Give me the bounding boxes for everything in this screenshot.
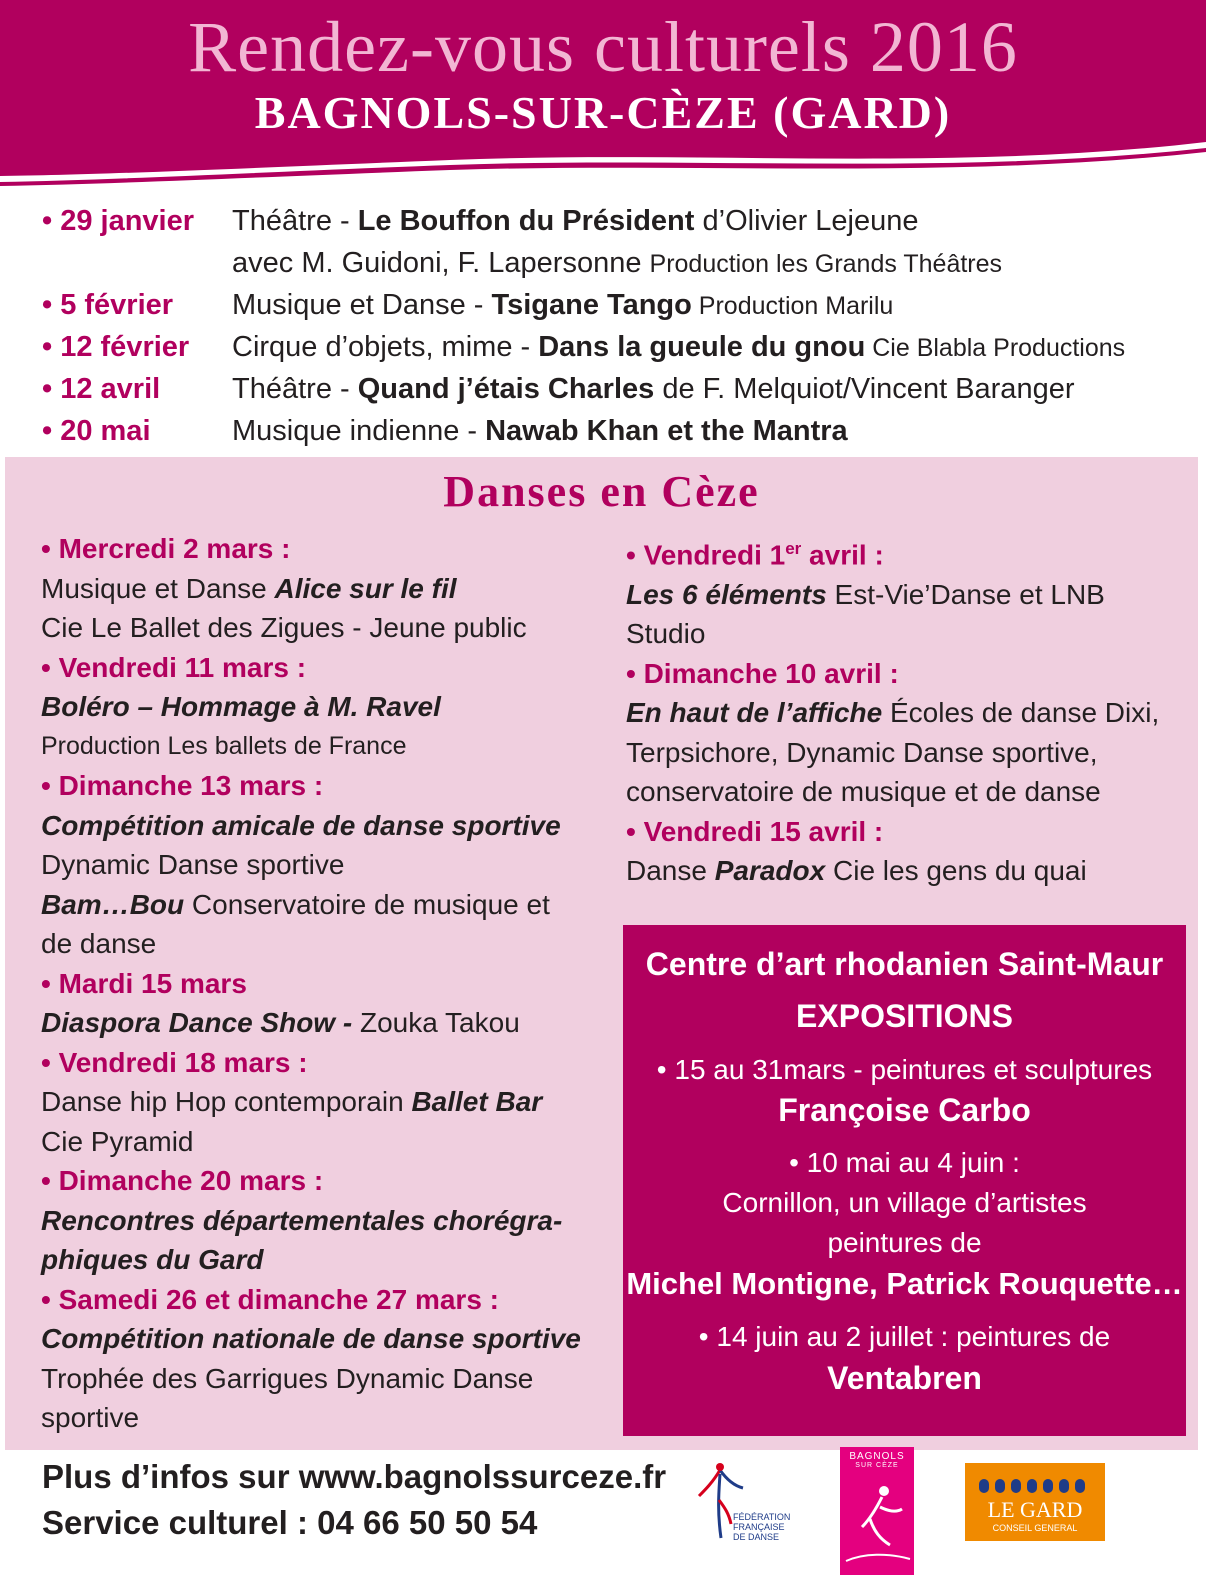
expo-venue: Centre d’art rhodanien Saint-Maur xyxy=(645,946,1164,982)
danse-show: Paradox xyxy=(714,855,826,887)
danse-date: • Vendredi 15 avril : xyxy=(626,815,884,847)
event-production: Production Marilu xyxy=(691,292,894,320)
event-row xyxy=(42,200,1192,242)
danse-genre: Musique et Danse xyxy=(41,572,275,604)
bagnols-logo xyxy=(840,1447,914,1575)
event-row xyxy=(42,410,1192,452)
danse-company: Studio xyxy=(626,618,706,650)
event-date: • 29 janvier xyxy=(42,205,195,237)
danse-show: Diaspora Dance Show - xyxy=(41,1007,353,1038)
danse-company: Dynamic Danse sportive xyxy=(41,849,345,880)
event-genre: Théâtre - xyxy=(232,373,358,405)
ffd-logo xyxy=(695,1460,805,1575)
event-author: d’Olivier Lejeune xyxy=(694,205,919,237)
event-date: • 12 avril xyxy=(42,373,161,405)
danse-show: Rencontres départementales chorégra- xyxy=(41,1204,563,1236)
danse-date: • Dimanche 13 mars : xyxy=(41,770,324,801)
danse-show: Boléro – Hommage à M. Ravel xyxy=(41,691,441,722)
event-date: • 20 mai xyxy=(42,415,151,447)
danse-line xyxy=(41,569,611,609)
danses-right-column xyxy=(626,529,1196,891)
ffd-line: FÉDÉRATION xyxy=(733,1512,791,1522)
danse-line xyxy=(41,1003,611,1043)
danse-show: phiques du Gard xyxy=(41,1244,264,1275)
event-text xyxy=(232,200,919,242)
event-text xyxy=(232,326,1125,369)
danse-show: Bam…Bou xyxy=(41,888,185,920)
event-text xyxy=(232,284,893,327)
danse-date-text: • Vendredi 1 xyxy=(626,539,786,571)
event-title: Le Bouffon du Président xyxy=(357,205,695,237)
expositions-box xyxy=(623,925,1186,1436)
danse-date: • Dimanche 20 mars : xyxy=(41,1165,324,1196)
danses-section-title: Danses en Cèze xyxy=(443,467,760,516)
danse-show: Compétition nationale de danse sportive xyxy=(41,1323,581,1354)
event-genre: Musique et Danse - xyxy=(232,289,492,321)
event-genre: Cirque d’objets, mime - xyxy=(232,331,539,363)
dancer-silhouette-icon xyxy=(840,1473,914,1573)
event-author: de F. Melquiot/Vincent Baranger xyxy=(654,373,1075,405)
event-row xyxy=(42,284,1192,326)
ffd-line: FRANÇAISE xyxy=(733,1522,785,1532)
event-genre: Musique indienne - xyxy=(232,415,486,447)
event-title: Quand j’étais Charles xyxy=(357,373,655,405)
events-list xyxy=(42,200,1192,452)
header-banner xyxy=(0,0,1206,190)
event-row xyxy=(42,368,1192,410)
expo-dates: • 10 mai au 4 juin : xyxy=(789,1147,1020,1178)
expo-dates: • 14 juin au 2 juillet : peintures de xyxy=(698,1321,1111,1352)
danse-date: • Mardi 15 mars xyxy=(41,967,247,999)
danse-date xyxy=(626,529,1196,575)
bagnols-logo-text: BAGNOLS xyxy=(849,1451,905,1462)
expo-artist: Françoise Carbo xyxy=(778,1092,1031,1128)
danse-company: Est-Vie’Danse et LNB xyxy=(826,578,1105,610)
danse-line xyxy=(626,693,1196,733)
event-cast: avec M. Guidoni, F. Lapersonne xyxy=(232,247,650,279)
danse-show: En haut de l’affiche xyxy=(626,697,883,729)
danse-company: Cie les gens du quai xyxy=(825,855,1087,887)
danse-show: Ballet Bar xyxy=(411,1086,543,1117)
danse-show: Compétition amicale de danse sportive xyxy=(41,809,561,841)
event-date: • 5 février xyxy=(42,289,174,321)
expo-dates: • 15 au 31mars - peintures et sculptures xyxy=(656,1054,1153,1085)
event-title: Nawab Khan et the Mantra xyxy=(485,415,848,447)
event-row-continued xyxy=(42,242,1192,284)
danse-company: Conservatoire de musique et xyxy=(184,888,550,920)
danse-date-text: avril : xyxy=(801,539,884,571)
gard-arches-icon xyxy=(965,1467,1105,1497)
danse-show: Alice sur le fil xyxy=(274,572,457,604)
event-row xyxy=(42,326,1192,368)
gard-logo-text: LE GARD xyxy=(987,1497,1083,1522)
bagnols-logo-subtext: SUR CÈZE xyxy=(855,1462,899,1469)
danse-show: Les 6 éléments xyxy=(626,578,827,610)
danse-company: conservatoire de musique et de danse xyxy=(626,776,1101,808)
danse-company: sportive xyxy=(41,1402,140,1433)
event-text xyxy=(232,368,1074,410)
expo-artist: Ventabren xyxy=(827,1360,982,1396)
gard-logo-subtext: CONSEIL GENERAL xyxy=(992,1523,1078,1533)
danse-company: Écoles de danse Dixi, xyxy=(882,697,1160,729)
event-date: • 12 février xyxy=(42,331,190,363)
danse-date: • Mercredi 2 mars : xyxy=(41,533,291,564)
danse-company: Trophée des Garrigues Dynamic Danse xyxy=(41,1362,534,1394)
danses-left-column xyxy=(41,529,611,1438)
danse-line xyxy=(626,575,1196,615)
expo-artist: Michel Montigne, Patrick Rouquette… xyxy=(626,1266,1183,1301)
danse-company: Cie Le Ballet des Zigues - Jeune public xyxy=(41,612,527,643)
expo-heading: EXPOSITIONS xyxy=(796,998,1013,1034)
event-title: Tsigane Tango xyxy=(491,289,692,321)
danse-company: de danse xyxy=(41,928,157,959)
page-title: Rendez-vous culturels 2016 xyxy=(188,7,1018,87)
danse-company: Cie Pyramid xyxy=(41,1125,194,1157)
danse-genre: Danse xyxy=(626,855,715,887)
danse-company: Zouka Takou xyxy=(352,1007,520,1038)
event-text xyxy=(232,410,848,452)
event-genre: Théâtre - xyxy=(232,205,358,237)
event-production: Cie Blabla Productions xyxy=(865,334,1126,362)
event-title: Dans la gueule du gnou xyxy=(538,331,866,363)
danse-line xyxy=(626,851,1196,891)
danse-line xyxy=(41,1082,611,1122)
danse-line xyxy=(41,885,611,925)
danse-company: Terpsichore, Dynamic Danse sportive, xyxy=(626,736,1098,768)
footer-phone: Service culturel : 04 66 50 50 54 xyxy=(42,1504,538,1541)
event-production: Production les Grands Théâtres xyxy=(649,250,1003,278)
page-subtitle: BAGNOLS-SUR-CÈZE (GARD) xyxy=(254,87,952,138)
danse-date: • Dimanche 10 avril : xyxy=(626,657,899,689)
footer-website: Plus d’infos sur www.bagnolssurceze.fr xyxy=(42,1458,667,1495)
ffd-line: DE DANSE xyxy=(733,1532,780,1542)
expo-description: peintures de xyxy=(827,1227,982,1258)
danse-date: • Samedi 26 et dimanche 27 mars : xyxy=(41,1283,500,1315)
danse-genre: Danse hip Hop contemporain xyxy=(41,1086,412,1117)
danse-company: Production Les ballets de France xyxy=(41,731,407,760)
danse-date: • Vendredi 18 mars : xyxy=(41,1046,308,1078)
expo-description: Cornillon, un village d’artistes xyxy=(722,1187,1087,1218)
danse-date: • Vendredi 11 mars : xyxy=(41,651,307,683)
le-gard-logo xyxy=(965,1463,1105,1541)
danse-date-sup: er xyxy=(785,539,802,558)
event-text xyxy=(232,242,1002,285)
